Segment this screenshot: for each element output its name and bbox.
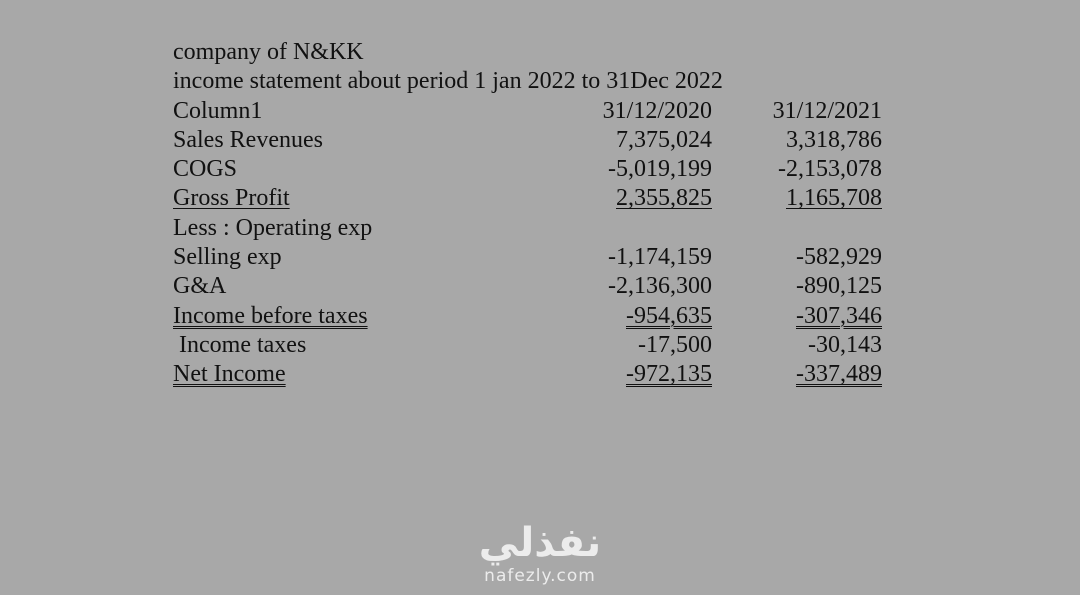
column-header-2020: 31/12/2020	[602, 97, 712, 124]
row-label: Gross Profit	[173, 185, 290, 212]
row-income-taxes	[173, 331, 893, 360]
value-2021: -337,489	[796, 361, 882, 388]
value-2020: 2,355,825	[616, 185, 712, 212]
row-label: Selling exp	[173, 244, 282, 271]
row-g-and-a	[173, 272, 893, 301]
row-operating-exp-header	[173, 214, 893, 243]
row-label: Net Income	[173, 361, 286, 388]
column-header-label: Column1	[173, 97, 263, 124]
nafezly-watermark	[450, 520, 630, 586]
value-2020: -17,500	[638, 331, 712, 358]
value-2021: 1,165,708	[786, 185, 882, 212]
row-gross-profit	[173, 184, 893, 213]
value-2021: -890,125	[796, 273, 882, 300]
value-2021: -582,929	[796, 244, 882, 271]
row-label: Income before taxes	[173, 302, 368, 329]
watermark-logo: نفذلي	[478, 520, 602, 566]
watermark-url: nafezly.com	[484, 566, 596, 586]
value-2020: 7,375,024	[616, 126, 712, 153]
row-net-income	[173, 360, 893, 389]
income-statement	[173, 38, 893, 390]
column-header-row	[173, 97, 893, 126]
column-header-2021: 31/12/2021	[772, 97, 882, 124]
row-label: Less : Operating exp	[173, 214, 373, 241]
row-sales-revenues	[173, 126, 893, 155]
value-2020: -972,135	[626, 361, 712, 388]
row-selling-exp	[173, 243, 893, 272]
row-label: Income taxes	[179, 331, 307, 358]
value-2021: -307,346	[796, 302, 882, 329]
value-2020: -2,136,300	[608, 273, 712, 300]
value-2020: -1,174,159	[608, 244, 712, 271]
value-2021: 3,318,786	[786, 126, 882, 153]
value-2020: -5,019,199	[608, 156, 712, 183]
value-2021: -2,153,078	[778, 156, 882, 183]
row-cogs	[173, 155, 893, 184]
company-name: company of N&KK	[173, 39, 364, 65]
row-label: Sales Revenues	[173, 126, 323, 153]
statement-subtitle: income statement about period 1 jan 2022 to 31Dec 2022	[173, 68, 723, 95]
row-label: G&A	[173, 273, 227, 300]
value-2020: -954,635	[626, 302, 712, 329]
value-2021: -30,143	[808, 331, 882, 358]
row-income-before-taxes	[173, 302, 893, 331]
row-label: COGS	[173, 156, 238, 183]
